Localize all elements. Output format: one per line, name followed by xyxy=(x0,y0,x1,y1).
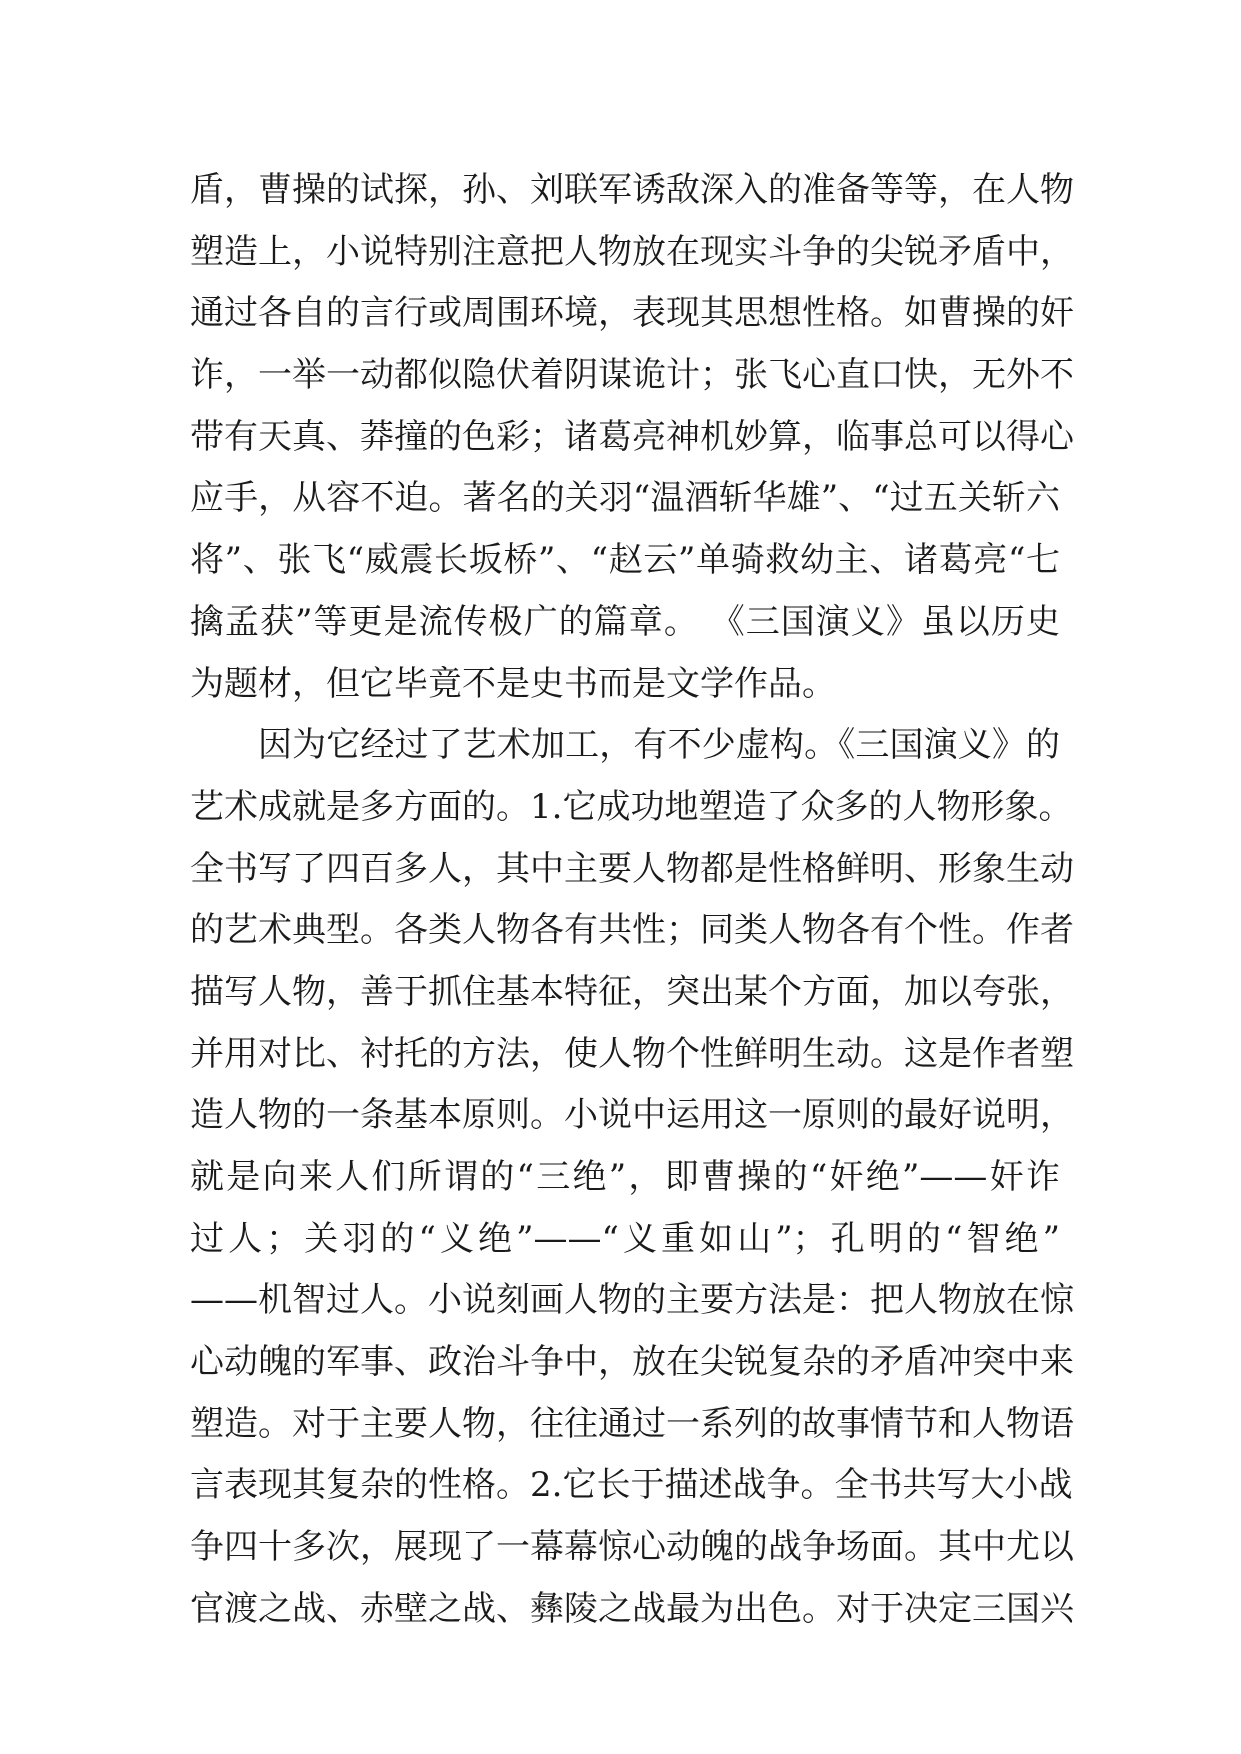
text-line: 心动魄的军事、政治斗争中，放在尖锐复杂的矛盾冲突中来 xyxy=(190,1342,1074,1383)
text-line: 带有天真、莽撞的色彩；诸葛亮神机妙算，临事总可以得心 xyxy=(190,416,1074,457)
text-line: 言表现其复杂的性格。2.它长于描述战争。全书共写大小战 xyxy=(190,1465,1073,1506)
text-line: 全书写了四百多人，其中主要人物都是性格鲜明、形象生动 xyxy=(190,848,1074,889)
text-line: 将”、张飞“威震长坂桥”、“赵云”单骑救幼主、诸葛亮“七 xyxy=(190,540,1060,581)
text-line: 擒孟获”等更是流传极广的篇章。 《三国演义》虽以历史 xyxy=(190,601,1060,642)
paragraph-start-line: 因为它经过了艺术加工，有不少虚构。《三国演义》的 xyxy=(258,725,1060,766)
text-line: 造人物的一条基本原则。小说中运用这一原则的最好说明， xyxy=(190,1095,1074,1136)
text-line: 描写人物，善于抓住基本特征，突出某个方面，加以夸张， xyxy=(190,971,1074,1012)
text-line: 官渡之战、赤壁之战、彝陵之战最为出色。对于决定三国兴 xyxy=(190,1588,1074,1629)
body-text xyxy=(190,160,1074,1641)
text-line: 就是向来人们所谓的“三绝”，即曹操的“奸绝”——奸诈 xyxy=(190,1157,1060,1197)
text-line: 通过各自的言行或周围环境，表现其思想性格。如曹操的奸 xyxy=(190,293,1074,334)
text-line: 的艺术典型。各类人物各有共性；同类人物各有个性。作者 xyxy=(190,910,1074,951)
text-line: 盾，曹操的试探，孙、刘联军诱敌深入的准备等等，在人物 xyxy=(190,170,1074,210)
text-line: 塑造。对于主要人物，往往通过一系列的故事情节和人物语 xyxy=(190,1403,1074,1444)
text-line: 并用对比、衬托的方法，使人物个性鲜明生动。这是作者塑 xyxy=(190,1033,1074,1074)
text-line: 塑造上，小说特别注意把人物放在现实斗争的尖锐矛盾中， xyxy=(190,231,1074,272)
text-line: 为题材，但它毕竟不是史书而是文学作品。 xyxy=(190,663,836,704)
text-line: 应手，从容不迫。著名的关羽“温酒斩华雄”、“过五关斩六 xyxy=(190,478,1060,519)
text-line: 争四十多次，展现了一幕幕惊心动魄的战争场面。其中尤以 xyxy=(190,1527,1074,1568)
text-line: 艺术成就是多方面的。1.它成功地塑造了众多的人物形象。 xyxy=(190,786,1073,827)
text-line: 诈，一举一动都似隐伏着阴谋诡计；张飞心直口快，无外不 xyxy=(190,355,1074,396)
text-line: ——机智过人。小说刻画人物的主要方法是：把人物放在惊 xyxy=(190,1280,1074,1321)
text-line: 过人；关羽的“义绝”——“义重如山”；孔明的“智绝” xyxy=(190,1218,1060,1259)
